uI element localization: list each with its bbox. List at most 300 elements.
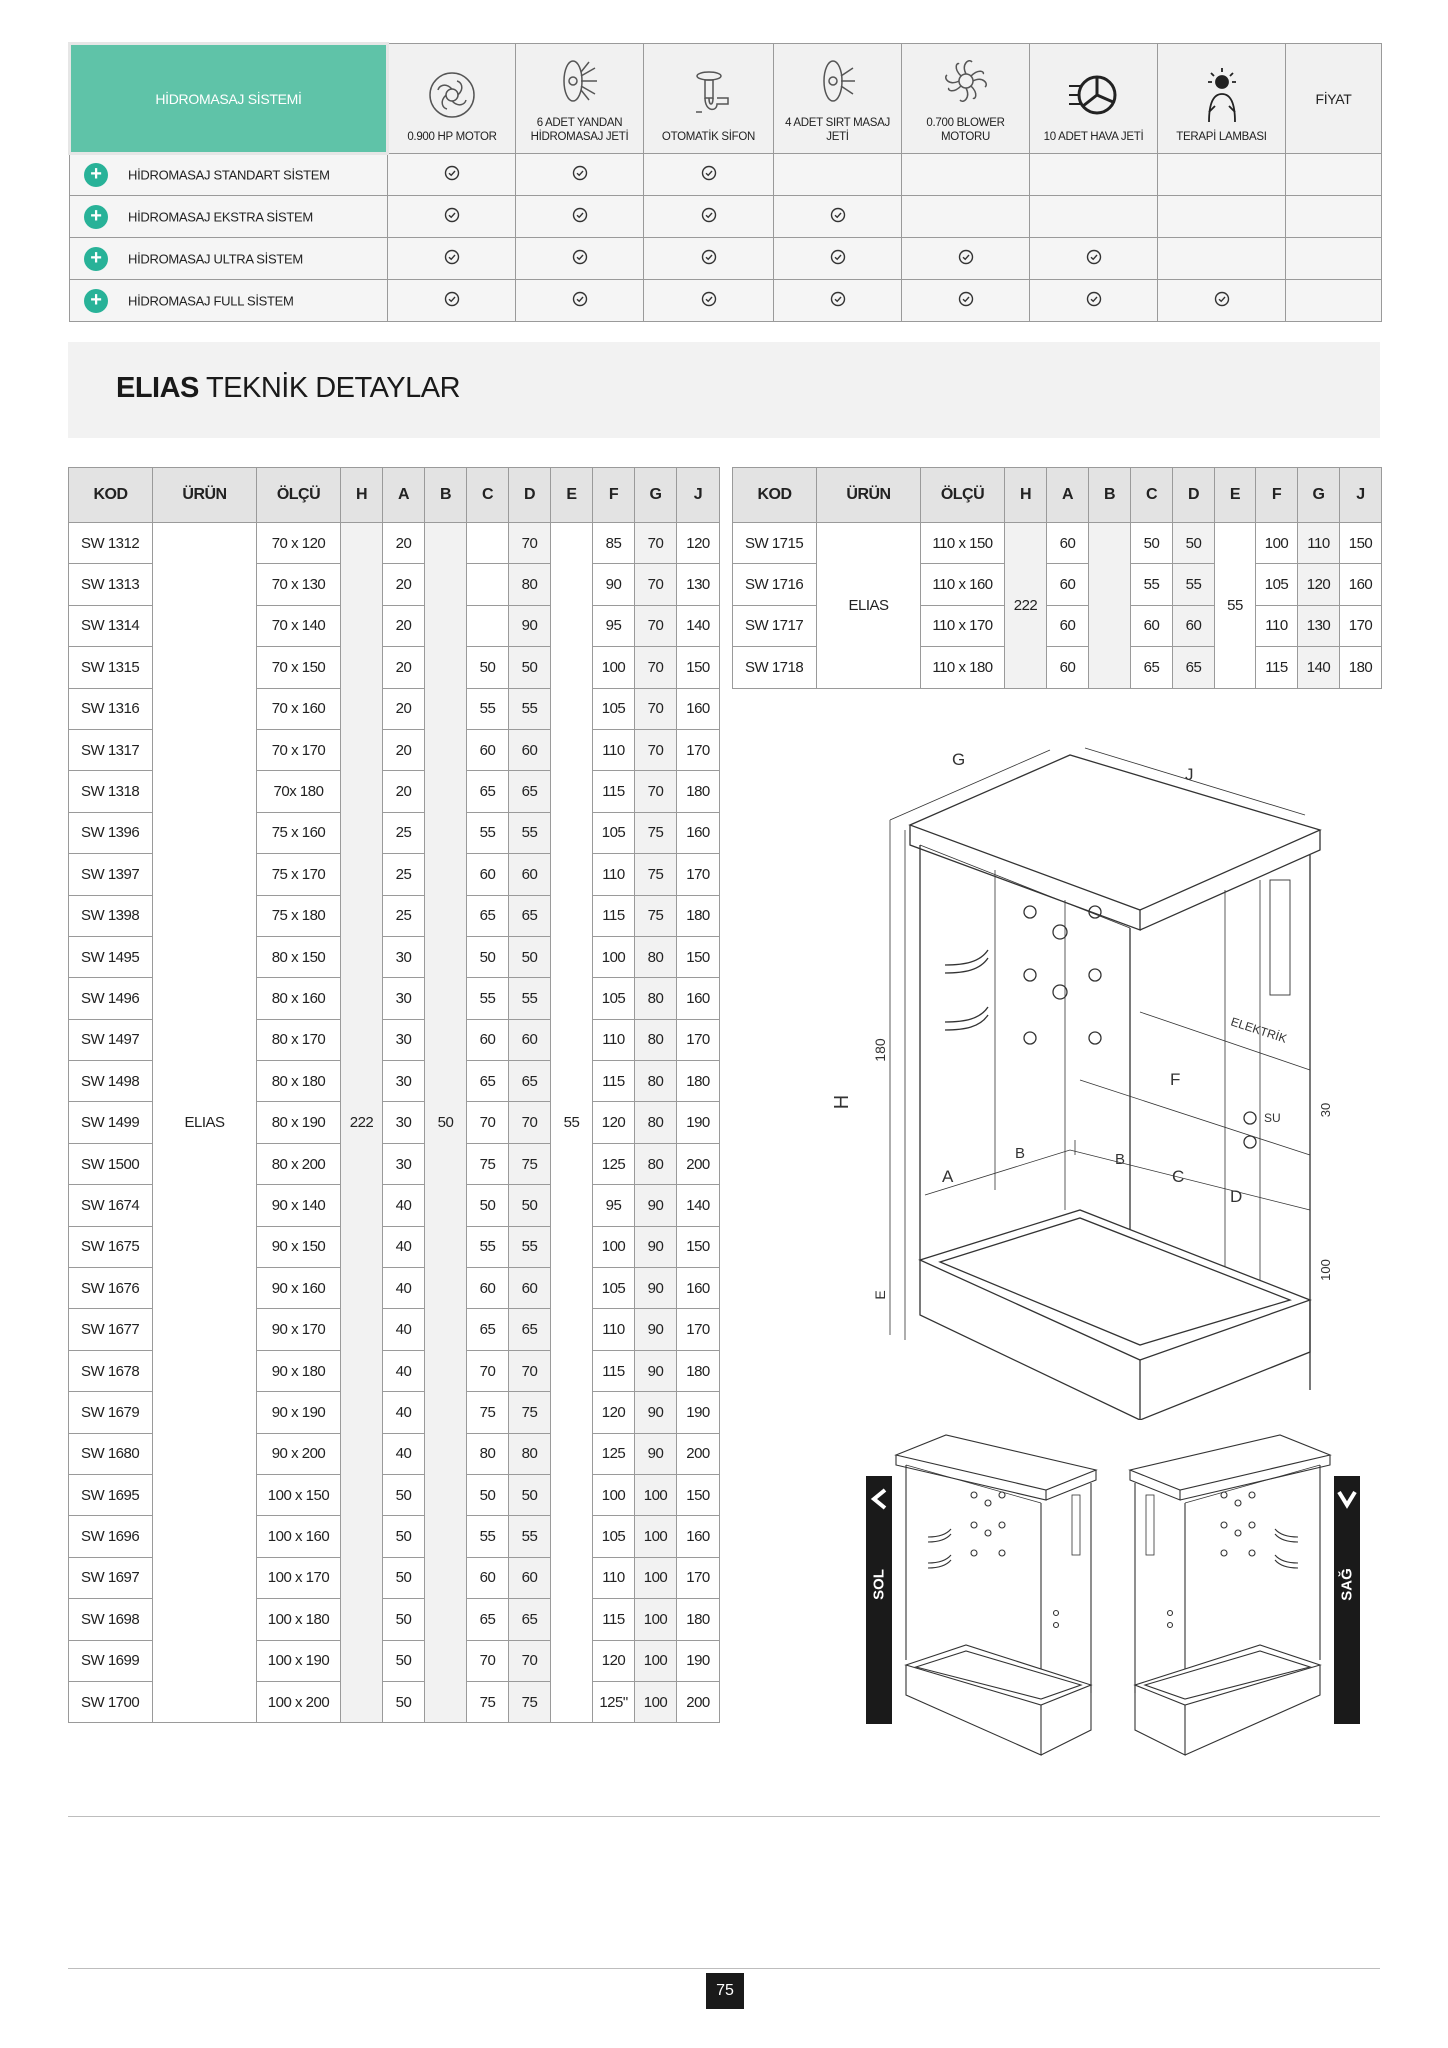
spec-cell: SW 1718 <box>733 647 817 688</box>
spec-cell: SW 1676 <box>69 1268 153 1309</box>
feature-cell <box>1030 238 1158 280</box>
spec-cell: 25 <box>383 854 425 895</box>
spec-cell: 55 <box>509 1516 551 1557</box>
check-icon <box>1214 291 1230 307</box>
spec-cell: 60 <box>467 1019 509 1060</box>
spec-cell: 40 <box>383 1433 425 1474</box>
spec-cell: 60 <box>1047 605 1089 646</box>
feature-cell <box>644 196 774 238</box>
feature-col-blower <box>902 44 1030 154</box>
spec-cell: 70 <box>467 1350 509 1391</box>
spec-cell: 60 <box>509 1019 551 1060</box>
spec-cell: 90 <box>509 605 551 646</box>
spec-cell: 60 <box>509 854 551 895</box>
spec-cell: 70 <box>635 771 677 812</box>
spec-cell: 50 <box>467 647 509 688</box>
spec-cell: 70 <box>635 564 677 605</box>
spec-cell: 90 x 160 <box>257 1268 341 1309</box>
spec-header: E <box>551 468 593 523</box>
spec-cell: 110 <box>593 854 635 895</box>
spec-cell: 222 <box>341 523 383 1723</box>
spec-cell: 100 x 180 <box>257 1599 341 1640</box>
spec-cell: 65 <box>1131 647 1173 688</box>
spec-cell: 50 <box>1173 523 1215 564</box>
label-a: A <box>942 1167 954 1186</box>
feature-col-label: 0.700 BLOWER MOTORU <box>926 117 1005 143</box>
check-icon <box>444 165 460 181</box>
spec-cell: 65 <box>467 895 509 936</box>
spec-cell: 140 <box>1298 647 1340 688</box>
spec-cell: 90 <box>635 1392 677 1433</box>
check-icon <box>701 207 717 223</box>
feature-row-label: HİDROMASAJ STANDART SİSTEM <box>128 167 330 183</box>
spec-cell: 60 <box>1131 605 1173 646</box>
spec-cell: 65 <box>467 1599 509 1640</box>
spec-cell: 115 <box>593 1061 635 1102</box>
spec-cell: 30 <box>383 1143 425 1184</box>
spec-header: KOD <box>69 468 153 523</box>
feature-row-name <box>70 196 388 238</box>
spec-cell: 20 <box>383 647 425 688</box>
spec-header: G <box>635 468 677 523</box>
spec-cell: SW 1674 <box>69 1185 153 1226</box>
spec-cell: 60 <box>509 729 551 770</box>
spec-cell: 120 <box>1298 564 1340 605</box>
spec-cell: 90 x 170 <box>257 1309 341 1350</box>
spec-cell: 20 <box>383 771 425 812</box>
feature-row-name <box>70 238 388 280</box>
spec-cell: 60 <box>467 854 509 895</box>
spec-cell: 70x 180 <box>257 771 341 812</box>
spec-cell: 105 <box>1256 564 1298 605</box>
spec-cell: 50 <box>383 1681 425 1722</box>
spec-cell: 80 x 180 <box>257 1061 341 1102</box>
label-g: G <box>952 750 966 769</box>
spec-cell: 55 <box>1131 564 1173 605</box>
spec-cell: 105 <box>593 1516 635 1557</box>
feature-cell <box>1158 196 1286 238</box>
spec-cell: SW 1716 <box>733 564 817 605</box>
spec-cell: 80 <box>635 1143 677 1184</box>
spec-cell: 170 <box>677 729 720 770</box>
check-icon <box>701 165 717 181</box>
check-icon <box>572 249 588 265</box>
spec-cell: 130 <box>677 564 720 605</box>
feature-col-back-jet <box>774 44 902 154</box>
spec-cell: 60 <box>509 1268 551 1309</box>
spec-cell: 70 x 120 <box>257 523 341 564</box>
spec-cell: 70 <box>509 523 551 564</box>
check-icon <box>830 207 846 223</box>
spec-cell: SW 1715 <box>733 523 817 564</box>
label-30: 30 <box>1318 1102 1333 1118</box>
spec-cell: 160 <box>677 1516 720 1557</box>
page-title-rest: TEKNİK DETAYLAR <box>198 372 461 404</box>
spec-cell: 160 <box>1340 564 1382 605</box>
spec-cell: 120 <box>593 1640 635 1681</box>
spec-cell: 60 <box>1173 605 1215 646</box>
check-icon <box>830 249 846 265</box>
spec-cell: 110 x 180 <box>921 647 1005 688</box>
spec-header: ÜRÜN <box>153 468 257 523</box>
spec-cell: SW 1396 <box>69 812 153 853</box>
spec-cell: 20 <box>383 605 425 646</box>
arrow-left-icon <box>869 1488 889 1510</box>
spec-cell: 75 <box>635 812 677 853</box>
spec-cell: 100 <box>635 1599 677 1640</box>
spec-cell: SW 1495 <box>69 936 153 977</box>
spec-cell: 75 x 170 <box>257 854 341 895</box>
spec-cell: 80 x 190 <box>257 1102 341 1143</box>
feature-col-air-jet <box>1030 44 1158 154</box>
spec-cell: 95 <box>593 1185 635 1226</box>
spec-cell: SW 1500 <box>69 1143 153 1184</box>
page-title <box>116 372 460 405</box>
spec-cell: 30 <box>383 936 425 977</box>
spec-header: ÖLÇÜ <box>257 468 341 523</box>
spec-cell: 110 <box>1298 523 1340 564</box>
feature-row-name <box>70 154 388 196</box>
spec-cell: 50 <box>383 1640 425 1681</box>
check-icon <box>701 291 717 307</box>
spec-cell: 180 <box>677 771 720 812</box>
spec-cell: 110 x 150 <box>921 523 1005 564</box>
spec-cell: 222 <box>1005 523 1047 689</box>
feature-cell <box>1158 154 1286 196</box>
spec-cell: 55 <box>551 523 593 1723</box>
spec-cell: 75 <box>509 1143 551 1184</box>
feature-row-label: HİDROMASAJ ULTRA SİSTEM <box>128 251 303 266</box>
spec-cell: 60 <box>467 1557 509 1598</box>
spec-cell <box>467 523 509 564</box>
spec-cell: 150 <box>677 1474 720 1515</box>
price-cell <box>1286 196 1382 238</box>
spec-cell: 70 x 140 <box>257 605 341 646</box>
feature-cell <box>388 280 516 322</box>
right-variant-tag <box>1334 1476 1360 1724</box>
spec-cell: 90 x 190 <box>257 1392 341 1433</box>
spec-cell: 55 <box>467 1226 509 1267</box>
feature-col-side-jet <box>516 44 644 154</box>
check-icon <box>701 249 717 265</box>
label-j: J <box>1185 765 1194 784</box>
spec-cell: 70 <box>509 1350 551 1391</box>
feature-col-therapy-lamp <box>1158 44 1286 154</box>
spec-row <box>69 523 720 564</box>
feature-col-label: 6 ADET YANDAN HİDROMASAJ JETİ <box>530 117 629 143</box>
spec-cell: SW 1679 <box>69 1392 153 1433</box>
plus-icon[interactable]: + <box>84 163 108 187</box>
feature-cell <box>902 280 1030 322</box>
spec-cell: 115 <box>593 895 635 936</box>
spec-cell: 120 <box>593 1392 635 1433</box>
spec-cell: 190 <box>677 1640 720 1681</box>
label-f: F <box>1170 1070 1181 1089</box>
spec-cell: 100 <box>593 936 635 977</box>
check-icon <box>958 291 974 307</box>
feature-cell <box>388 238 516 280</box>
spec-cell: 110 <box>593 1309 635 1350</box>
spec-cell: 90 <box>635 1350 677 1391</box>
spec-cell: SW 1496 <box>69 978 153 1019</box>
check-icon <box>444 291 460 307</box>
feature-cell <box>902 238 1030 280</box>
spec-cell: 190 <box>677 1102 720 1143</box>
spec-cell: 65 <box>467 1061 509 1102</box>
spec-cell: SW 1700 <box>69 1681 153 1722</box>
spec-cell: 80 x 170 <box>257 1019 341 1060</box>
spec-cell: 20 <box>383 729 425 770</box>
spec-cell: 60 <box>509 1557 551 1598</box>
spec-cell: 60 <box>1047 523 1089 564</box>
plus-icon[interactable]: + <box>84 205 108 229</box>
spec-header: ÖLÇÜ <box>921 468 1005 523</box>
spec-cell: 100 <box>593 1226 635 1267</box>
spec-cell: SW 1678 <box>69 1350 153 1391</box>
spec-cell: 75 <box>635 854 677 895</box>
feature-row <box>70 154 1382 196</box>
feature-row-name <box>70 280 388 322</box>
spec-cell: 180 <box>1340 647 1382 688</box>
spec-cell: SW 1675 <box>69 1226 153 1267</box>
spec-cell: 70 <box>467 1640 509 1681</box>
feature-col-label: 0.900 HP MOTOR <box>407 131 497 143</box>
spec-cell: SW 1316 <box>69 688 153 729</box>
motor-icon <box>425 68 479 122</box>
feature-cell <box>644 238 774 280</box>
spec-cell: ELIAS <box>153 523 257 1723</box>
plus-icon[interactable]: + <box>84 247 108 271</box>
spec-cell: 65 <box>509 1061 551 1102</box>
check-icon <box>444 249 460 265</box>
spec-cell: 65 <box>509 771 551 812</box>
spec-cell: 125 <box>593 1433 635 1474</box>
feature-cell <box>1030 196 1158 238</box>
spec-cell: 75 x 160 <box>257 812 341 853</box>
spec-cell: 130 <box>1298 605 1340 646</box>
spec-header: C <box>467 468 509 523</box>
spec-cell: 20 <box>383 564 425 605</box>
spec-cell: SW 1698 <box>69 1599 153 1640</box>
therapy-lamp-icon <box>1195 68 1249 122</box>
spec-header: F <box>1256 468 1298 523</box>
label-h: H <box>831 1094 853 1110</box>
spec-cell: ELIAS <box>817 523 921 689</box>
spec-cell: 90 <box>635 1226 677 1267</box>
spec-cell: 50 <box>509 936 551 977</box>
spec-cell: 100 <box>635 1681 677 1722</box>
spec-cell: 180 <box>677 1350 720 1391</box>
spec-cell: 110 <box>593 729 635 770</box>
feature-cell <box>902 154 1030 196</box>
spec-cell: 50 <box>467 1185 509 1226</box>
spec-cell: 55 <box>467 688 509 729</box>
spec-cell: 100 <box>635 1474 677 1515</box>
spec-cell: 60 <box>467 729 509 770</box>
feature-col-siphon <box>644 44 774 154</box>
price-header: FİYAT <box>1286 44 1382 154</box>
spec-cell: 100 <box>593 1474 635 1515</box>
cabin-left-variant <box>866 1425 1106 1765</box>
spec-cell: 80 <box>635 1061 677 1102</box>
spec-cell: 160 <box>677 812 720 853</box>
spec-cell: 80 <box>635 1102 677 1143</box>
spec-cell: SW 1499 <box>69 1102 153 1143</box>
spec-cell: 70 x 160 <box>257 688 341 729</box>
spec-cell: 115 <box>593 1350 635 1391</box>
spec-cell: 30 <box>383 978 425 1019</box>
feature-cell <box>644 154 774 196</box>
spec-cell: SW 1314 <box>69 605 153 646</box>
spec-header: A <box>383 468 425 523</box>
spec-cell: 40 <box>383 1226 425 1267</box>
spec-cell: 55 <box>467 1516 509 1557</box>
spec-cell: 110 <box>593 1557 635 1598</box>
feature-cell <box>644 280 774 322</box>
spec-cell: 105 <box>593 812 635 853</box>
feature-col-label: OTOMATİK SİFON <box>661 131 756 143</box>
feature-cell <box>774 154 902 196</box>
spec-cell: 200 <box>677 1433 720 1474</box>
feature-col-motor <box>388 44 516 154</box>
spec-cell: 70 x 150 <box>257 647 341 688</box>
spec-cell: 100 <box>635 1640 677 1681</box>
feature-cell <box>516 238 644 280</box>
spec-cell: 150 <box>677 936 720 977</box>
feature-col-label: 4 ADET SIRT MASAJ JETİ <box>785 117 890 143</box>
spec-cell: 50 <box>509 1474 551 1515</box>
spec-cell: 170 <box>677 1019 720 1060</box>
feature-row <box>70 280 1382 322</box>
spec-cell: 55 <box>509 688 551 729</box>
spec-cell: 50 <box>509 647 551 688</box>
price-cell <box>1286 154 1382 196</box>
spec-cell: 80 <box>635 936 677 977</box>
spec-cell: 80 <box>509 564 551 605</box>
back-jet-icon <box>811 54 865 108</box>
spec-cell: 170 <box>1340 605 1382 646</box>
spec-cell: 115 <box>593 1599 635 1640</box>
spec-cell: 90 <box>635 1185 677 1226</box>
spec-cell: 60 <box>1047 647 1089 688</box>
spec-cell: 65 <box>1173 647 1215 688</box>
spec-cell: 50 <box>467 1474 509 1515</box>
spec-cell: 55 <box>1215 523 1256 689</box>
feature-row <box>70 196 1382 238</box>
spec-cell: 100 <box>1256 523 1298 564</box>
check-icon <box>830 291 846 307</box>
feature-cell <box>1030 280 1158 322</box>
spec-cell: 170 <box>677 1557 720 1598</box>
divider <box>68 1816 1380 1817</box>
spec-cell: 55 <box>467 812 509 853</box>
left-variant-tag <box>866 1476 892 1724</box>
spec-cell: 90 x 140 <box>257 1185 341 1226</box>
spec-cell: 170 <box>677 1309 720 1350</box>
spec-cell: 190 <box>677 1392 720 1433</box>
spec-cell: 50 <box>383 1557 425 1598</box>
feature-row <box>70 238 1382 280</box>
page-number: 75 <box>706 1973 744 2009</box>
side-jet-icon <box>553 54 607 108</box>
spec-cell: 50 <box>467 936 509 977</box>
cabin-diagram <box>830 740 1340 1420</box>
spec-cell: 70 <box>635 647 677 688</box>
spec-cell: 50 <box>383 1516 425 1557</box>
spec-cell: 120 <box>677 523 720 564</box>
spec-cell: 50 <box>1131 523 1173 564</box>
title-band <box>68 342 1380 438</box>
spec-cell: 80 <box>467 1433 509 1474</box>
feature-cell <box>774 238 902 280</box>
spec-cell: SW 1677 <box>69 1309 153 1350</box>
spec-header: E <box>1215 468 1256 523</box>
spec-cell: 65 <box>467 1309 509 1350</box>
spec-cell <box>1089 523 1131 689</box>
plus-icon[interactable]: + <box>84 289 108 313</box>
spec-cell: 160 <box>677 688 720 729</box>
spec-cell: 70 <box>635 605 677 646</box>
spec-cell: 80 <box>509 1433 551 1474</box>
label-d: D <box>1230 1187 1243 1206</box>
spec-cell: 65 <box>467 771 509 812</box>
spec-cell: 40 <box>383 1185 425 1226</box>
spec-cell: SW 1697 <box>69 1557 153 1598</box>
spec-cell: 40 <box>383 1309 425 1350</box>
spec-cell: 30 <box>383 1102 425 1143</box>
feature-cell <box>388 196 516 238</box>
spec-cell: 100 x 200 <box>257 1681 341 1722</box>
spec-header: J <box>1340 468 1382 523</box>
check-icon <box>1086 291 1102 307</box>
spec-cell: 70 <box>509 1640 551 1681</box>
spec-cell: 90 <box>635 1268 677 1309</box>
spec-header: G <box>1298 468 1340 523</box>
spec-header: F <box>593 468 635 523</box>
spec-cell: 70 <box>635 523 677 564</box>
spec-cell: 60 <box>467 1268 509 1309</box>
spec-cell: 65 <box>509 1599 551 1640</box>
spec-cell: SW 1717 <box>733 605 817 646</box>
spec-cell: 170 <box>677 854 720 895</box>
spec-header: ÜRÜN <box>817 468 921 523</box>
check-icon <box>572 165 588 181</box>
feature-cell <box>774 196 902 238</box>
feature-col-label: TERAPİ LAMBASI <box>1176 131 1267 143</box>
check-icon <box>1086 249 1102 265</box>
spec-cell: 50 <box>383 1599 425 1640</box>
feature-row-label: HİDROMASAJ FULL SİSTEM <box>128 293 294 308</box>
check-icon <box>572 207 588 223</box>
spec-cell: 70 <box>635 729 677 770</box>
spec-cell: 110 x 160 <box>921 564 1005 605</box>
feature-cell <box>1030 154 1158 196</box>
spec-cell: 40 <box>383 1392 425 1433</box>
feature-cell <box>516 196 644 238</box>
spec-cell: 110 <box>593 1019 635 1060</box>
spec-cell: 25 <box>383 812 425 853</box>
spec-cell: 75 <box>467 1143 509 1184</box>
spec-cell: 55 <box>509 812 551 853</box>
spec-cell: 150 <box>677 647 720 688</box>
label-b-left: B <box>1015 1145 1026 1162</box>
spec-cell: 105 <box>593 688 635 729</box>
spec-cell: 55 <box>509 978 551 1019</box>
spec-cell: 140 <box>677 1185 720 1226</box>
spec-cell: 30 <box>383 1019 425 1060</box>
spec-cell: 100 <box>635 1516 677 1557</box>
spec-cell: 90 x 150 <box>257 1226 341 1267</box>
